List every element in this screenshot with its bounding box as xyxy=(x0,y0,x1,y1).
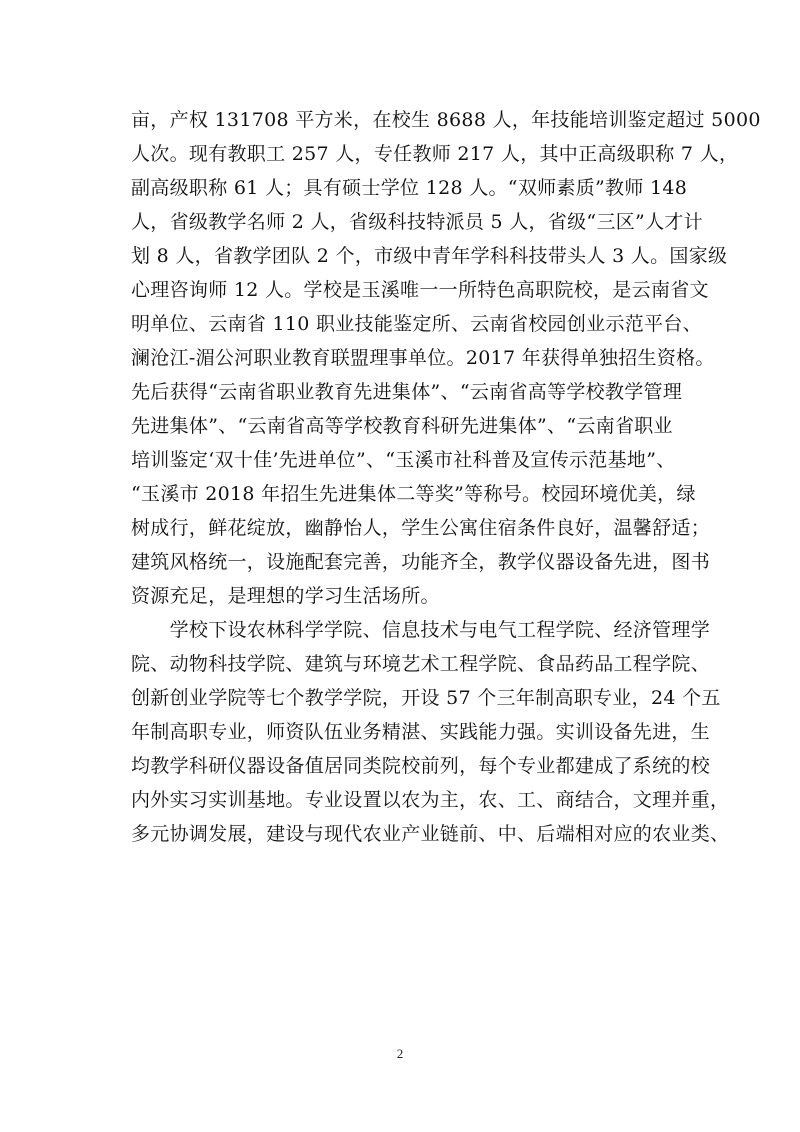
text-line: 建筑风格统一，设施配套完善，功能齐全，教学仪器设备先进，图书 xyxy=(131,551,711,573)
body-text xyxy=(131,103,761,851)
text-line: 资源充足，是理想的学习生活场所。 xyxy=(131,585,440,607)
text-line: 学校下设农林科学学院、信息技术与电气工程学院、经济管理学 xyxy=(131,619,711,641)
text-line: 亩，产权 131708 平方米，在校生 8688 人，年技能培训鉴定超过 5000 xyxy=(131,109,761,131)
text-line: 心理咨询师 12 人。学校是玉溪唯一一所特色高职院校，是云南省文 xyxy=(131,279,709,301)
text-line: 创新创业学院等七个教学学院，开设 57 个三年制高职专业，24 个五 xyxy=(131,687,721,709)
text-line: 明单位、云南省 110 职业技能鉴定所、云南省校园创业示范平台、 xyxy=(131,313,702,335)
text-line: 树成行，鲜花绽放，幽静怡人，学生公寓住宿条件良好，温馨舒适； xyxy=(131,517,711,539)
text-line: 人次。现有教职工 257 人，专任教师 217 人，其中正高级职称 7 人， xyxy=(131,143,739,165)
page-number: 2 xyxy=(396,1046,404,1061)
text-line: 均教学科研仪器设备值居同类院校前列，每个专业都建成了系统的校 xyxy=(131,755,711,777)
text-line: “玉溪市 2018 年招生先进集体二等奖”等称号。校园环境优美，绿 xyxy=(131,483,696,505)
text-line: 内外实习实训基地。专业设置以农为主，农、工、商结合，文理并重， xyxy=(131,789,730,811)
text-line: 先进集体”、“云南省高等学校教育科研先进集体”、“云南省职业 xyxy=(131,415,673,437)
text-line: 澜沧江-湄公河职业教育联盟理事单位。2017 年获得单独招生资格。 xyxy=(131,347,715,369)
text-line: 先后获得“云南省职业教育先进集体”、“云南省高等学校教学管理 xyxy=(131,381,683,403)
text-line: 培训鉴定‘双十佳’先进单位”、“玉溪市社科普及宣传示范基地”、 xyxy=(131,449,676,471)
text-line: 人，省级教学名师 2 人，省级科技特派员 5 人，省级“三区”人才计 xyxy=(131,211,703,233)
text-line: 划 8 人，省教学团队 2 个，市级中青年学科科技带头人 3 人。国家级 xyxy=(131,245,728,267)
text-line: 副高级职称 61 人；具有硕士学位 128 人。“双师素质”教师 148 xyxy=(131,177,688,199)
text-line: 年制高职专业，师资队伍业务精湛、实践能力强。实训设备先进，生 xyxy=(131,721,711,743)
text-line: 多元协调发展，建设与现代农业产业链前、中、后端相对应的农业类、 xyxy=(131,823,730,845)
text-line: 院、动物科技学院、建筑与环境艺术工程学院、食品药品工程学院、 xyxy=(131,653,711,675)
